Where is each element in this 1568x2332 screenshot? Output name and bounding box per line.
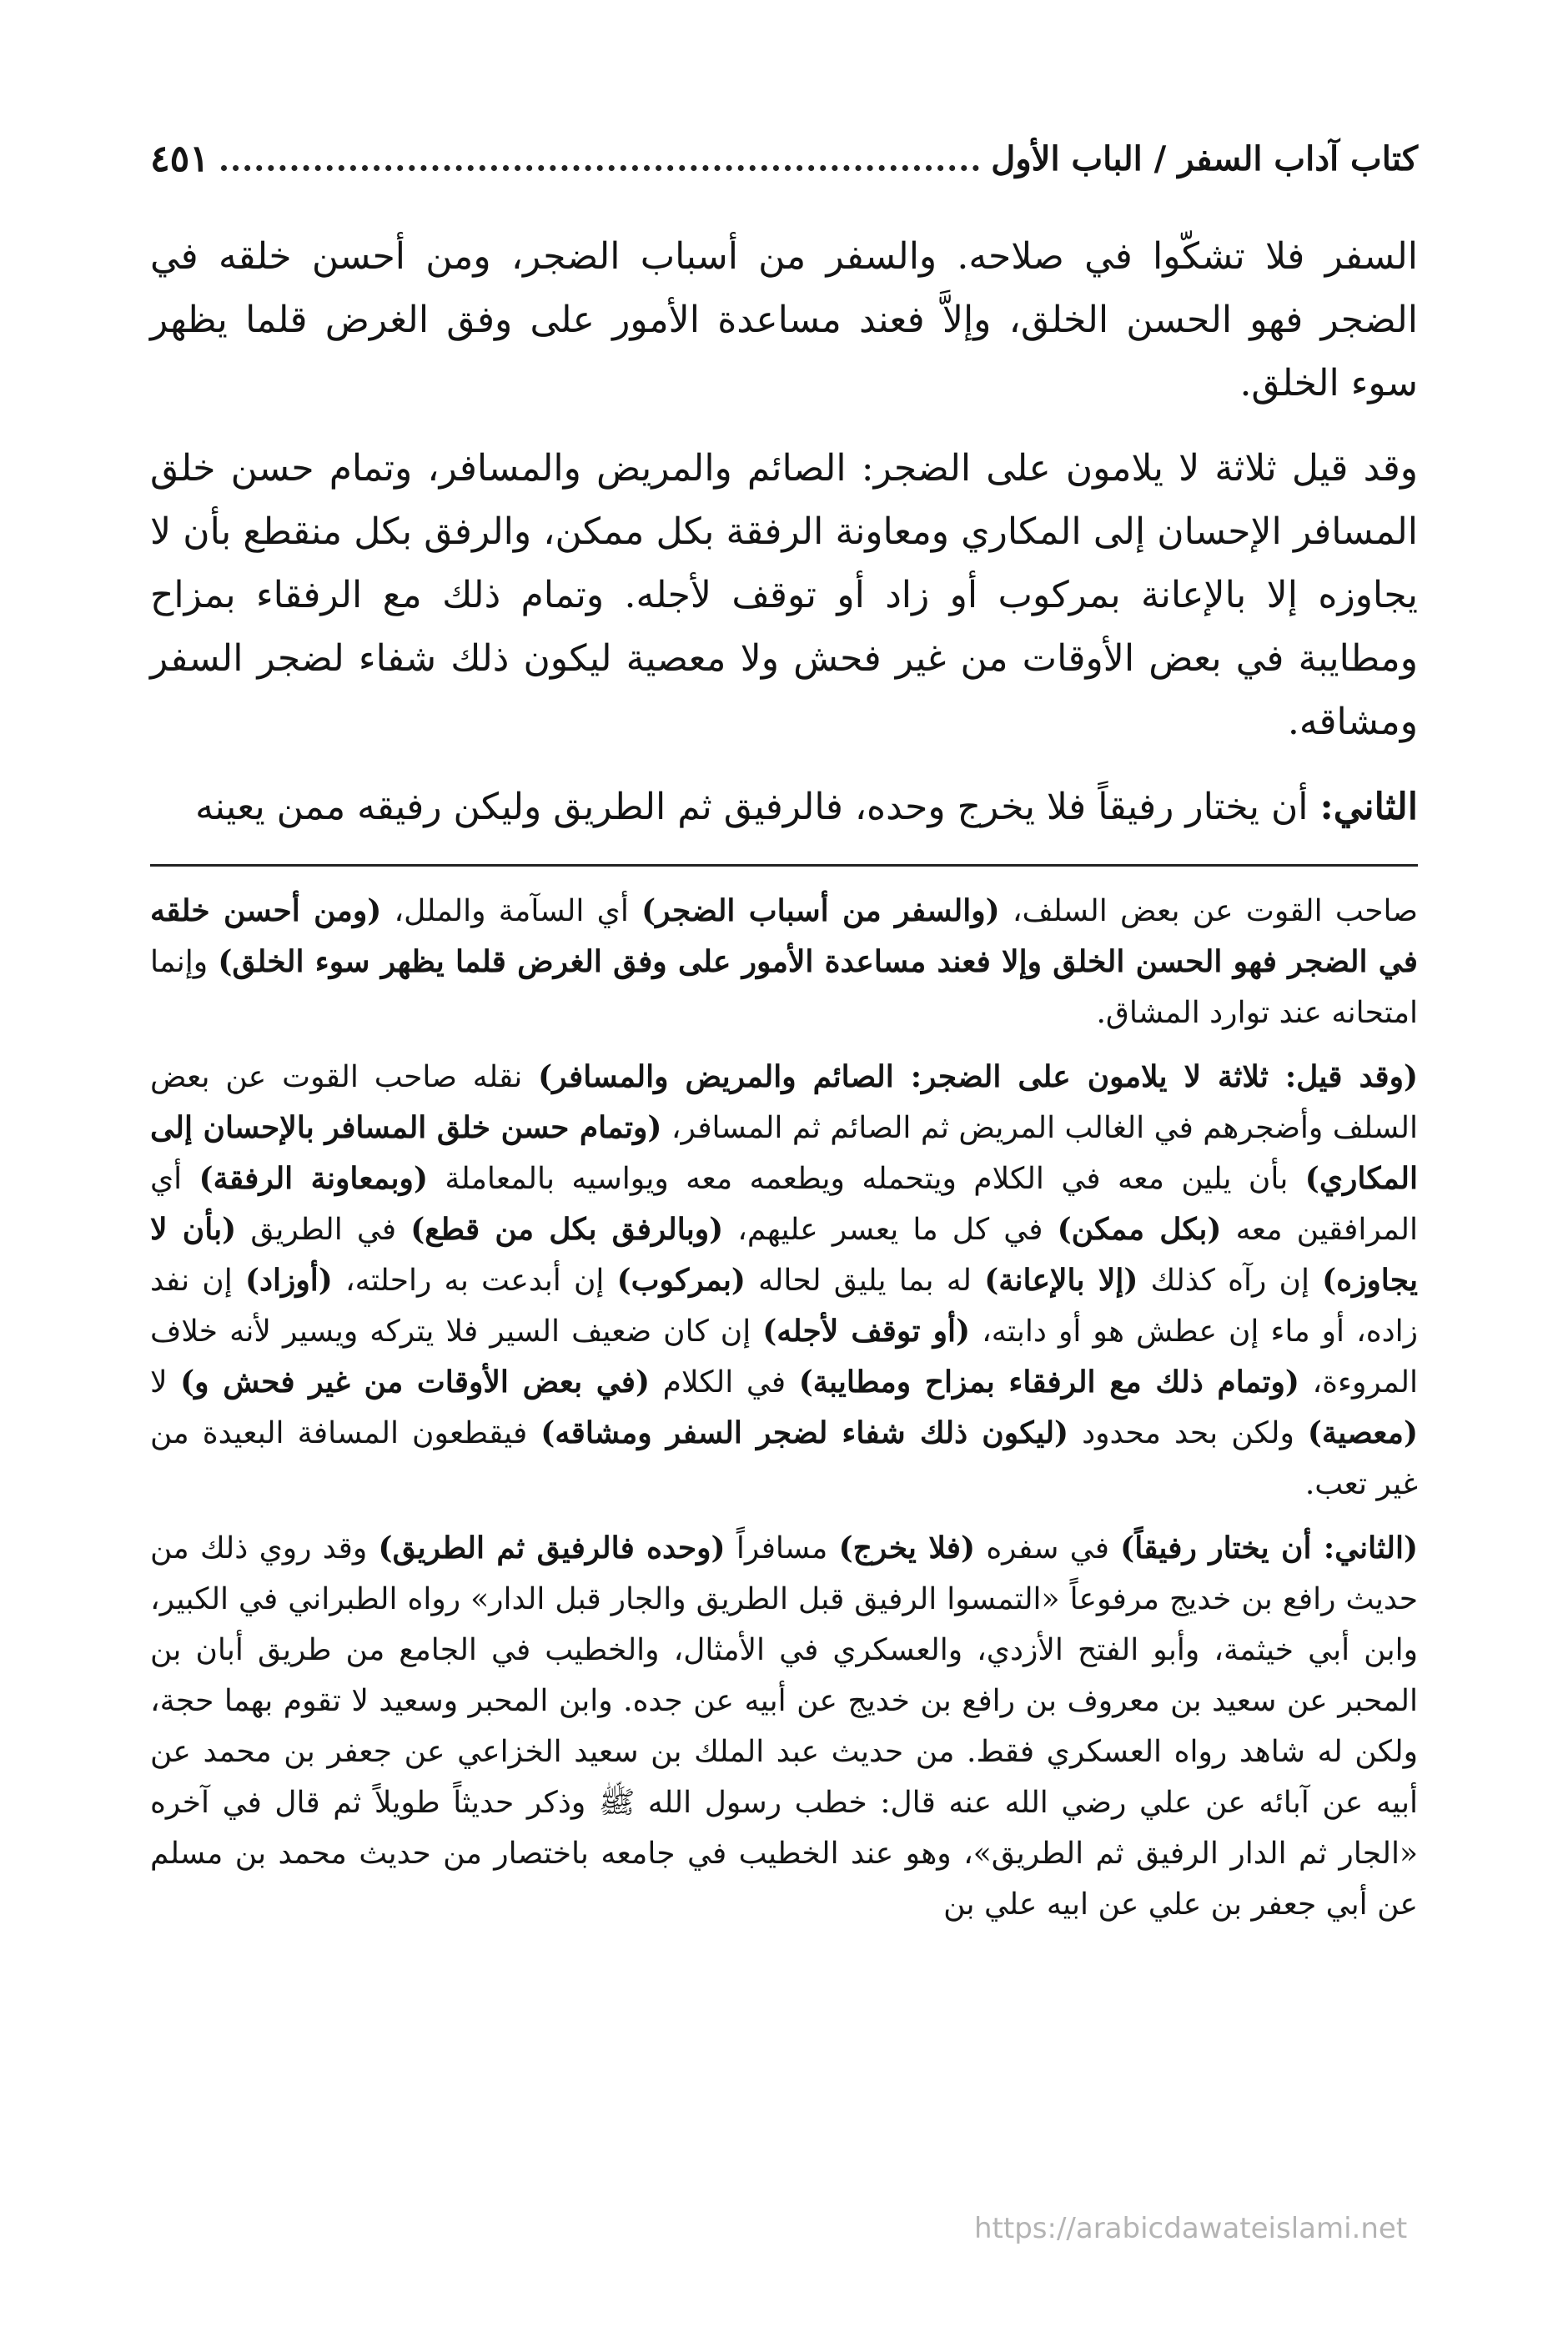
- quoted-text: (وحده فالرفيق ثم الطريق): [378, 1530, 726, 1566]
- commentary-text: فيقطعون المسافة البعيدة من غير تعب.: [150, 1416, 1418, 1501]
- commentary-paragraph: [150, 1523, 1418, 1930]
- quoted-text: (أو توقف لأجله): [762, 1314, 971, 1349]
- commentary-text: ولكن بحد محدود: [1068, 1416, 1308, 1450]
- quoted-text: (وتمام حسن خلق المسافر بالإحسان إلى المكاري): [150, 1110, 1419, 1196]
- quoted-text: (وبمعاونة الرفقة): [199, 1161, 428, 1196]
- main-paragraph: وقد قيل ثلاثة لا يلامون على الضجر: الصائم والمريض والمسافر، وتمام حسن خلق المسافر الإحسان إلى المكاري ومعاونة الرفقة بكل ممكن، والرفق بكل منقطع بأن لا يجاوزه إلا بالإعانة بمركوب أو زاد أو توقف لأجله. وتمام ذلك مع الرفقاء بمزاح ومطايبة في بعض الأوقات من غير فحش ولا معصية ليكون ذلك شفاء لضجر السفر ومشاقه.: [150, 447, 1418, 743]
- main-paragraph: السفر فلا تشكّوا في صلاحه. والسفر من أسباب الضجر، ومن أحسن خلقه في الضجر فهو الحسن الخلق، وإلاَّ فعند مساعدة الأمور على وفق الغرض قلما يظهر سوء الخلق.: [150, 235, 1418, 405]
- commentary-text: إن أبدعت به راحلته،: [332, 1264, 617, 1298]
- commentary-text: في كل ما يعسر عليهم،: [723, 1213, 1058, 1247]
- dotted-leader: [221, 165, 979, 171]
- commentary-text: في سفره: [975, 1531, 1121, 1566]
- quoted-text: (وتمام ذلك مع الرفقاء بمزاح ومطايبة): [798, 1365, 1299, 1400]
- commentary-text: إن كان ضعيف السير فلا يتركه ويسير لأنه خلاف المروءة،: [150, 1314, 1418, 1400]
- quoted-text: (في بعض الأوقات من غير فحش و): [180, 1365, 651, 1400]
- quoted-text: (أوزاد): [244, 1263, 333, 1298]
- commentary-text: له بما يليق لحاله: [745, 1264, 985, 1298]
- quoted-text: (فلا يخرج): [838, 1530, 976, 1566]
- quoted-text: (والسفر من أسباب الضجر): [641, 893, 1000, 928]
- quoted-text: (الثاني: أن يختار رفيقاً): [1120, 1530, 1418, 1566]
- quoted-text: (ليكون ذلك شفاء لضجر السفر ومشاقه): [540, 1415, 1069, 1450]
- watermark-url: https://arabicdawateislami.net: [974, 2212, 1408, 2245]
- quoted-text: (وقد قيل: ثلاثة لا يلامون على الضجر: الصائم والمريض والمسافر): [538, 1059, 1418, 1094]
- commentary-paragraph: [150, 1052, 1418, 1510]
- footnote-divider: [150, 864, 1418, 867]
- commentary-text: في الطريق: [236, 1213, 411, 1247]
- quoted-text: (بكل ممكن): [1057, 1212, 1222, 1247]
- commentary-text: أي المرافقين معه: [150, 1162, 1418, 1247]
- quoted-text: (إلا بالإعانة): [984, 1263, 1138, 1298]
- commentary: [150, 886, 1418, 1943]
- commentary-text: نقله صاحب القوت عن بعض السلف وأضجرهم في الغالب المريض ثم الصائم ثم المسافر،: [150, 1060, 1418, 1145]
- commentary-text: صاحب القوت عن بعض السلف،: [999, 894, 1418, 928]
- commentary-text: إن نفد زاده، أو ماء إن عطش هو أو دابته،: [150, 1264, 1418, 1349]
- commentary-text: إن رآه كذلك: [1138, 1264, 1323, 1298]
- commentary-text: مسافراً: [725, 1531, 839, 1566]
- commentary-text: وقد روي ذلك من حديث رافع بن خديج مرفوعاً «التمسوا الرفيق قبل الطريق والجار قبل الدار» رواه الطبراني في الكبير، وابن أبي خيثمة، وأبو الفتح الأزدي، والعسكري في الأمثال، والخطيب في الجامع من طريق أبان بن المحبر عن سعيد بن معروف بن رافع بن خديج عن أبيه عن جده. وابن المحبر وسعيد لا تقوم بهما حجة، ولكن له شاهد رواه العسكري فقط. من حديث عبد الملك بن سعيد الخزاعي عن جعفر بن محمد عن أبيه عن آبائه عن علي رضي الله عنه قال: خطب رسول الله ﷺ وذكر حديثاً طويلاً ثم قال في آخره «الجار ثم الدار الرفيق ثم الطريق»، وهو عند الخطيب في جامعه باختصار من حديث محمد بن مسلم عن أبي جعفر بن علي عن ابيه علي بن: [150, 1531, 1418, 1922]
- main-text: [150, 225, 1418, 861]
- quoted-text: (ومن أحسن خلقه في الضجر فهو الحسن الخلق وإلا فعند مساعدة الأمور على وفق الغرض قلما يظهر سوء الخلق): [150, 893, 1418, 979]
- commentary-text: في الكلام: [650, 1365, 799, 1400]
- running-title: كتاب آداب السفر / الباب الأول: [991, 138, 1418, 178]
- commentary-text: وإنما امتحانه عند توارد المشاق.: [150, 945, 1418, 1030]
- commentary-paragraph: [150, 886, 1418, 1038]
- commentary-text: أي السآمة والملل،: [381, 894, 642, 928]
- quoted-text: (معصية): [1307, 1415, 1418, 1450]
- page-header: [150, 125, 1418, 192]
- quoted-text: (بمركوب): [616, 1263, 746, 1298]
- commentary-text: بأن يلين معه في الكلام ويتحمله ويطعمه معه ويواسيه بالمعاملة: [427, 1162, 1305, 1196]
- page-number: ٤٥١: [150, 137, 209, 180]
- quoted-text: (وبالرفق بكل من قطع): [410, 1212, 724, 1247]
- main-paragraph: [150, 776, 1418, 839]
- section-text: أن يختار رفيقاً فلا يخرج وحده، فالرفيق ثم الطريق وليكن رفيقه ممن يعينه: [195, 786, 1309, 828]
- section-lead: الثاني:: [1319, 786, 1418, 828]
- quoted-text: (بأن لا يجاوزه): [150, 1212, 1419, 1298]
- commentary-text: لا: [150, 1365, 181, 1400]
